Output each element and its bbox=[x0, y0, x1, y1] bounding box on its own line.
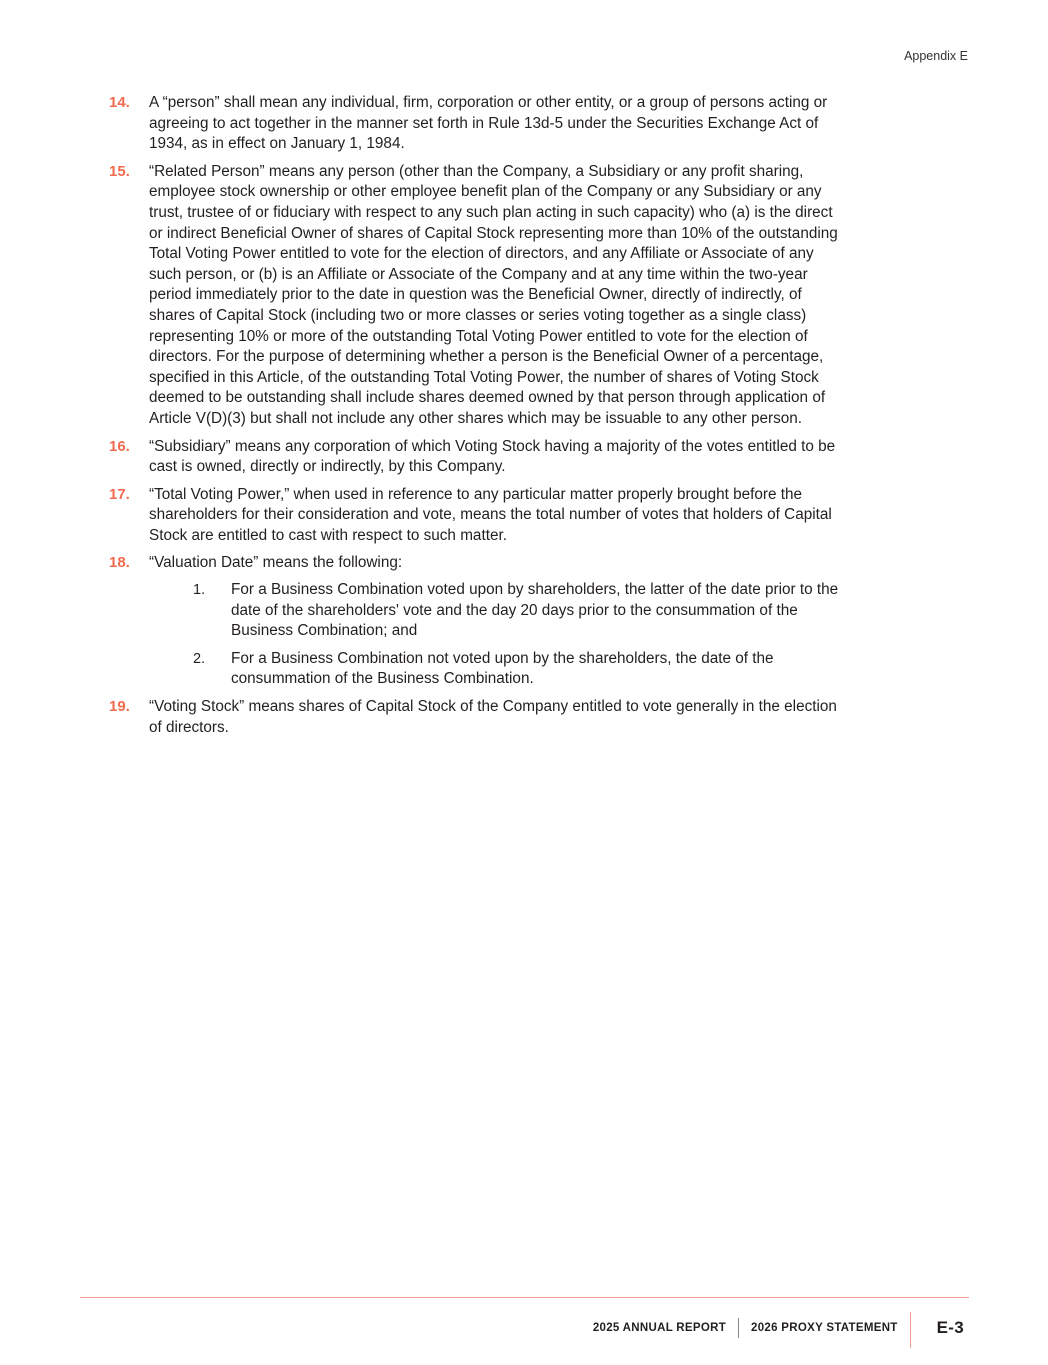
text-line: “Voting Stock” means shares of Capital Stock of the Company entitled to vote generally in the election bbox=[149, 698, 837, 716]
text-line: Article V(D)(3) but shall not include any other shares which may be issuable to any other person. bbox=[149, 409, 802, 427]
sub-item-text bbox=[231, 649, 774, 690]
page-number: E-3 bbox=[936, 1318, 964, 1337]
item-number: 19. bbox=[109, 698, 130, 716]
text-line: representing 10% or more of the outstanding Total Voting Power entitled to vote for the election of bbox=[149, 327, 808, 345]
text-line: For a Business Combination not voted upon by the shareholders, the date of the bbox=[231, 649, 774, 667]
definition-item bbox=[109, 437, 979, 478]
sub-item-number: 1. bbox=[193, 582, 206, 599]
item-text bbox=[149, 553, 838, 690]
text-line: “Subsidiary” means any corporation of which Voting Stock having a majority of the votes entitled to be bbox=[149, 437, 836, 455]
text-line: Business Combination; and bbox=[231, 622, 418, 640]
footer-proxy-statement: 2026 PROXY STATEMENT bbox=[751, 1322, 898, 1334]
item-text bbox=[149, 162, 838, 430]
footer-annual-report: 2025 ANNUAL REPORT bbox=[592, 1322, 727, 1334]
item-text bbox=[149, 93, 827, 155]
definition-item bbox=[109, 485, 979, 547]
footer-page-separator bbox=[910, 1312, 911, 1348]
text-line: shareholders for their consideration and vote, means the total number of votes that holders of Capital bbox=[149, 506, 832, 524]
definition-item bbox=[109, 553, 979, 690]
footer bbox=[593, 1310, 964, 1346]
section-header: Appendix E bbox=[904, 49, 968, 63]
text-line: agreeing to act together in the manner set forth in Rule 13d-5 under the Securities Exchange Act of bbox=[149, 114, 819, 132]
text-line: Stock are entitled to cast with respect to such matter. bbox=[149, 526, 507, 544]
item-number: 18. bbox=[109, 554, 130, 572]
text-line: “Total Voting Power,” when used in reference to any particular matter properly brought before the bbox=[149, 485, 803, 503]
text-line: or indirect Beneficial Owner of shares of Capital Stock representing more than 10% of the outstanding bbox=[149, 224, 838, 242]
text-line: period immediately prior to the date in question was the Beneficial Owner, directly of indirectly, of bbox=[149, 286, 802, 304]
text-line: For a Business Combination voted upon by shareholders, the latter of the date prior to the bbox=[231, 581, 839, 599]
footer-divider bbox=[80, 1297, 969, 1298]
item-text bbox=[149, 437, 835, 478]
text-line: consummation of the Business Combination. bbox=[231, 670, 534, 688]
text-line: directors. For the purpose of determining whether a person is the Beneficial Owner of a percentage, bbox=[149, 348, 824, 366]
text-line: specified in this Article, of the outstanding Total Voting Power, the number of shares of Voting Stock bbox=[149, 368, 819, 386]
text-line: employee stock ownership or other employee benefit plan of the Company or any Subsidiary or any bbox=[149, 183, 822, 201]
text-line: shares of Capital Stock (including two or more classes or series voting together as a single class) bbox=[149, 306, 807, 324]
text-line: A “person” shall mean any individual, firm, corporation or other entity, or a group of persons acting or bbox=[149, 94, 828, 111]
text-line: of directors. bbox=[149, 718, 229, 736]
text-line: “Valuation Date” means the following: bbox=[149, 554, 403, 572]
text-line: such person, or (b) is an Affiliate or Associate of the Company and at any time within the two-year bbox=[149, 265, 808, 283]
item-text bbox=[149, 485, 832, 547]
item-number: 15. bbox=[109, 162, 130, 180]
sub-item-number: 2. bbox=[193, 650, 206, 667]
text-line: cast is owned, directly or indirectly, by this Company. bbox=[149, 458, 506, 476]
definition-item bbox=[109, 93, 979, 155]
sub-item bbox=[193, 580, 838, 642]
text-line: Total Voting Power entitled to vote for the election of directors, and any Affiliate or Associate of any bbox=[149, 245, 814, 263]
text-line: “Related Person” means any person (other than the Company, a Subsidiary or any profit sharing, bbox=[149, 162, 804, 180]
text-line: trust, trustee of or fiduciary with respect to any such plan acting in such capacity) who (a) is the direct bbox=[149, 203, 833, 221]
definition-item bbox=[109, 697, 979, 738]
definition-item bbox=[109, 162, 979, 430]
item-number: 16. bbox=[109, 437, 130, 455]
item-number: 14. bbox=[109, 94, 130, 111]
item-text bbox=[149, 697, 837, 738]
sub-item bbox=[193, 649, 838, 690]
definitions-list bbox=[109, 93, 979, 745]
item-number: 17. bbox=[109, 485, 130, 503]
sub-item-text bbox=[231, 580, 838, 642]
text-line: date of the shareholders' vote and the day 20 days prior to the consummation of the bbox=[231, 601, 798, 619]
text-line: deemed to be outstanding shall include shares deemed owned by that person through application of bbox=[149, 389, 826, 407]
footer-separator bbox=[738, 1318, 739, 1338]
text-line: 1934, as in effect on January 1, 1984. bbox=[149, 135, 405, 153]
